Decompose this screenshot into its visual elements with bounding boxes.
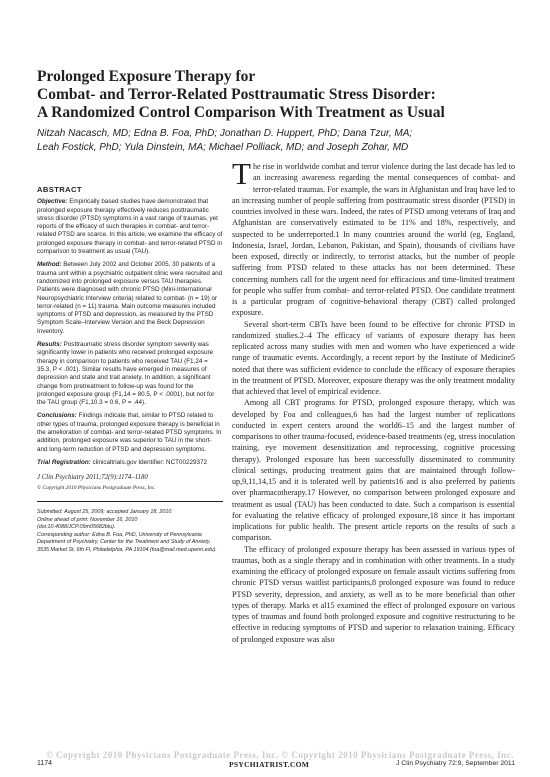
abstract-label: Method: bbox=[37, 261, 62, 269]
abstract-method bbox=[37, 261, 223, 336]
site-brand: PSYCHIATRIST.COM bbox=[229, 760, 310, 769]
submission-info bbox=[37, 509, 223, 554]
author-line: Leah Fostick, PhD; Yula Dinstein, MA; Michael Polliack, MD; and Joseph Zohar, MD bbox=[37, 142, 409, 153]
title-line: Prolonged Exposure Therapy for bbox=[37, 68, 256, 85]
body-paragraph: The efficacy of prolonged exposure therapy has been assessed in various types of traumas, both as a single therapy and in combination with other treatments. In a study examining the efficacy of prolonged exposure on female assault victims suffering from chronic PTSD versus waitlist participants,8 prolonged exposure was found to reduce PTSD severity, depression, and anxiety, as well as to be more beneficial than other types of therapy. Marks et al15 examined the effect of prolonged exposure on various types of traumas and found both prolonged exposure and cognitive restructuring to be effective in reducing symptoms of PTSD and superior to relaxation training. Efficacy of prolonged exposure was also bbox=[232, 544, 515, 644]
paragraph-text: he rise in worldwide combat and terror violence during the last decade has led to an increasing awareness regarding the mental consequences of combat- and terror-related traumas. For example, the wars in Afghanistan and Iraq have led to an increasing number of people suffering from posttraumatic stress disorder (PTSD) in countries involved in these wars. Indeed, the rates of PTSD among veterans of Iraq and Afghanistan are conservatively estimated to be 11% and 18%, respectively, and suspected to be underreported.1 In many countries around the world (eg, England, Indonesia, Israel, Jordan, Lebanon, Pakistan, and Spain), thousands of civilians have been exposed, directly or indirectly, to terrorist attacks, but the number of people suffering from PTSD related to these attacks has not been determined. These concerning numbers call for the urgent need for efficacious and time-limited treatment for people who suffer from combat- and terror-related PTSD. One candidate treatment is a particular program of cognitive-behavioral therapy (CBT) called prolonged exposure. bbox=[232, 162, 515, 318]
abstract-objective bbox=[37, 198, 223, 256]
abstract-trial-registration bbox=[37, 459, 223, 467]
author-line: Nitzah Nacasch, MD; Edna B. Foa, PhD; Jonathan D. Huppert, PhD; Dana Tzur, MA; bbox=[37, 128, 413, 139]
submission-line: Online ahead of print: November 16, 2010 bbox=[37, 516, 138, 523]
body-paragraph: Several short-term CBTs have been found to be effective for chronic PTSD in randomized studies.2–4 The efficacy of variants of exposure therapy has been replicated across many studies with men and women who have experienced a wide range of traumatic events. Accordingly, a recent report by the Institute of Medicine5 noted that there was sufficient evidence to conclude the efficacy of exposure therapies in the treatment of PTSD. Moreover, exposure therapy was the only treatment modality that achieved that level of empirical evidence. bbox=[232, 319, 515, 396]
abstract-text: clinicaltrials.gov Identifier: NCT00229372 bbox=[90, 458, 207, 466]
title-line: Combat- and Terror-Related Posttraumatic Stress Disorder: bbox=[37, 86, 436, 103]
author-list bbox=[37, 127, 517, 155]
abstract-column bbox=[37, 186, 223, 554]
abstract-results bbox=[37, 341, 223, 407]
footer-journal: J Clin Psychiatry 72:9, September 2011 bbox=[396, 760, 515, 767]
copyright-line: © Copyright 2010 Physicians Postgraduate Press, Inc. bbox=[37, 485, 156, 492]
abstract-text: Findings indicate that, similar to PTSD related to other types of trauma, prolonged exposure therapy is beneficial in the amelioration of combat- and terror-related PTSD symptoms. In addition, prolonged exposure was superior to TAU in the short- and long-term reduction of PTSD and depression symptoms. bbox=[37, 412, 222, 453]
abstract-conclusions bbox=[37, 412, 223, 453]
abstract-text: Empirically based studies have demonstrated that prolonged exposure therapy effectively reduces posttraumatic stress disorder (PTSD) symptoms in a vast range of traumas, yet reports of the efficacy of such therapies in combat- and terror-related PTSD are scarce. In this article, we examine the efficacy of prolonged exposure therapy in combat- and terror-related PTSD in comparison to treatment as usual (TAU). bbox=[37, 198, 223, 256]
drop-cap: T bbox=[232, 156, 251, 191]
article-title bbox=[37, 68, 517, 122]
abstract-text: Between July 2002 and October 2005, 30 patients of a trauma unit within a psychiatric outpatient clinic were recruited and randomized into prolonged exposure versus TAU therapies. Patients were diagnosed with chronic PTSD (Mini-International Neuropsychiatric Interview criteria) related to combat- (n = 19) or terror-related (n = 11) trauma. Main outcome measures included symptoms of PTSD and depression, as measured by the PTSD Symptom Scale–Interview Version and the Beck Depression Inventory. bbox=[37, 261, 223, 335]
body-paragraph: Among all CBT programs for PTSD, prolonged exposure therapy, which was developed by Foa and colleagues,6 has had the largest number of replications conducted in expert centers around the world6–15 and the largest number of comparisons to other trauma-focused, evidence-based treatments (eg, stress inoculation training, eye movement desensitization and reprocessing, cognitive processing therapy). Prolonged exposure has been successfully disseminated to community clinical settings, producing treatment gains that are maintained through follow-up,9,11,14,15 and it is tolerated well by patients16 and is also preferred by patients over pharmacotherapy.17 However, no comparison between prolonged exposure and treatment as usual (TAU) has been conducted to date. Such a comparison is essential for evaluating the relative efficacy of prolonged exposure,18 since it has important implications for public health. The present article reports on the results of such a comparison. bbox=[232, 398, 515, 543]
abstract-heading: ABSTRACT bbox=[37, 185, 82, 194]
abstract-label: Results: bbox=[37, 341, 62, 349]
abstract-text: Posttraumatic stress disorder symptom severity was significantly lower in patients who received prolonged exposure therapy in comparison to patients who received TAU (F1,24 = 35.3, P < .001). Similar results have emerged in measures of depression and state and trait anxiety. In addition, a significant change from pretreatment to follow-up was found for the prolonged exposure group (F1,14 = 80.5, P < .0001), but not for the TAU group (F1,10.3 = 0.6, P = .44). bbox=[37, 341, 215, 407]
journal-citation: J Clin Psychiatry 2011;72(9):1174–1180 bbox=[37, 474, 148, 482]
copyright-watermark: © Copyright 2010 Physicians Postgraduate Press, Inc. © Copyright 2010 Physicians Postgraduate Press, Inc. bbox=[46, 750, 514, 760]
title-line: A Randomized Control Comparison With Treatment as Usual bbox=[37, 104, 445, 121]
submission-line: (doi:10.4088/JCP.09m05682blu). bbox=[37, 524, 116, 531]
abstract-label: Objective: bbox=[37, 198, 68, 206]
abstract-divider bbox=[37, 501, 223, 502]
page-number: 1174 bbox=[37, 760, 53, 767]
body-column bbox=[232, 156, 515, 645]
page-footer bbox=[37, 760, 515, 772]
body-paragraph bbox=[232, 156, 515, 319]
abstract-label: Trial Registration: bbox=[37, 458, 91, 466]
corresponding-author: Corresponding author: Edna B. Foa, PhD, University of Pennsylvania Department of Psychiatry, Center for the Treatment and Study of Anxiety, 3535 Market St, 6th Fl, Philadelphia, PA 19104 (foa@mail.med.upenn.edu). bbox=[37, 531, 217, 553]
abstract-label: Conclusions: bbox=[37, 412, 77, 420]
submission-line: Submitted: August 25, 2009; accepted January 18, 2010. bbox=[37, 509, 173, 516]
